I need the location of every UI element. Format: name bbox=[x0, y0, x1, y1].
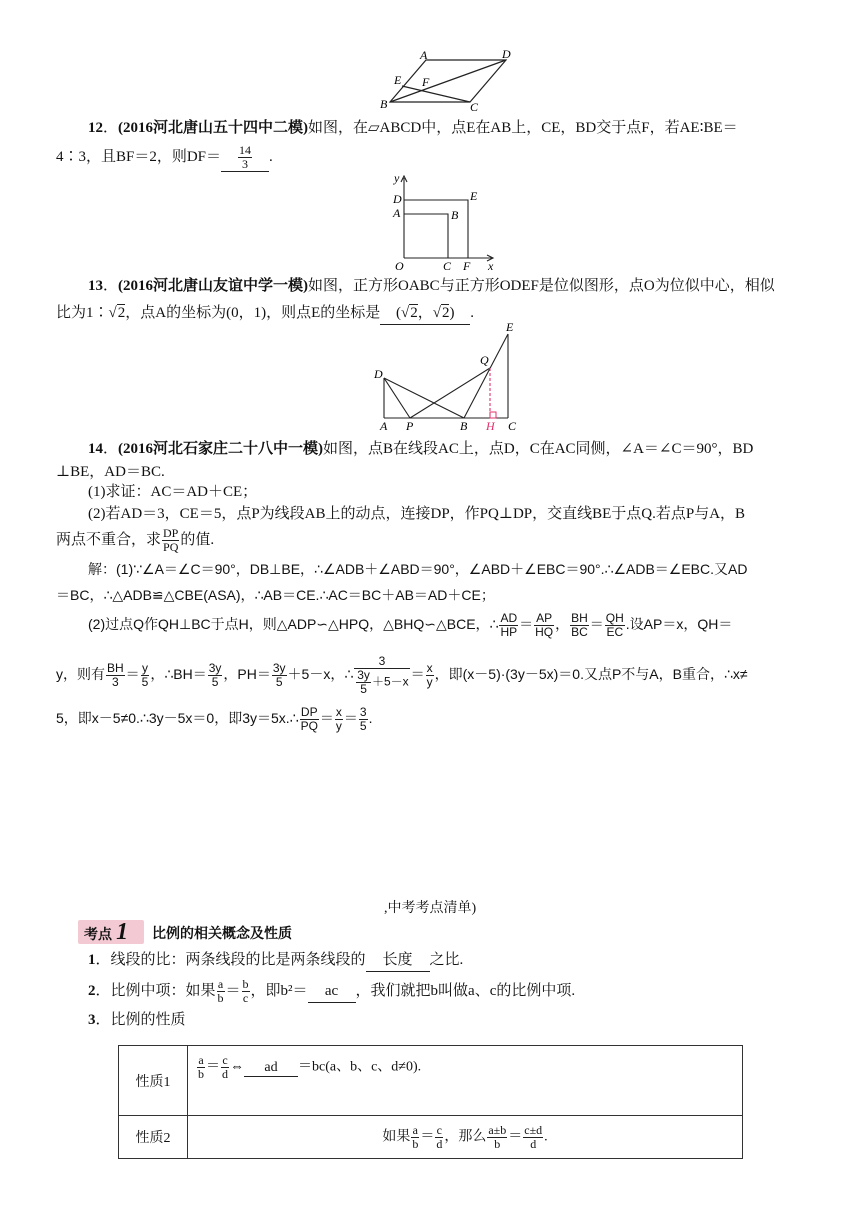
topic-heading: 比例的相关概念及性质 bbox=[152, 925, 292, 941]
q13-text: 如图，正方形OABC与正方形ODEF是位似图形，点O为位似中心，相似 bbox=[308, 278, 775, 294]
q12-line2: 4∶3，且BF＝2，则DF＝ $\frac{14}{3}$ . bbox=[56, 143, 273, 171]
item-2-answer: ac bbox=[308, 980, 356, 1003]
q12-answer-den: 3 bbox=[242, 157, 249, 171]
fig13-label-a: A bbox=[393, 206, 401, 220]
fig13-label-b: B bbox=[451, 208, 459, 222]
row1-content: $\frac{a}{b}$ ＝ $\frac{c}{d}$ ⇔ ad ＝bc(a、b、c、d≠0). bbox=[188, 1046, 743, 1116]
solution-line2: ＝BC，∴△ADB≌△CBE(ASA)，∴AB＝CE.∴AC＝BC＋AB＝AD＋CE； bbox=[56, 587, 495, 603]
q14-text: 如图，点B在线段AC上，点D，C在AC同侧，∠A＝∠C＝90°，BD bbox=[323, 441, 754, 457]
fig14-label-q: Q bbox=[480, 353, 489, 367]
segment-be bbox=[464, 334, 508, 418]
fig12-label-d: D bbox=[502, 47, 511, 61]
right-angle-h bbox=[490, 412, 496, 418]
fig14-label-p: P bbox=[406, 419, 414, 433]
solution-line3: (2)过点Q作QH⊥BC于点H，则△ADP∽△HPQ，△BHQ∽△BCE，∴ $\frac{AD}{HP}$ ＝ $\frac{AP}{HQ}$ ， $\frac{BH}{BC}$ ＝ $\frac{QH}{EC}$ .设AP＝x，QH＝ bbox=[88, 611, 733, 639]
fig13-label-f: F bbox=[463, 259, 471, 273]
fig14-label-a: A bbox=[380, 419, 388, 433]
q12-number: 12 bbox=[88, 120, 103, 136]
topic-badge-label: 考点 1 bbox=[84, 919, 129, 945]
row2-label: 性质2 bbox=[119, 1116, 188, 1159]
q13-source: (2016河北唐山友谊中学一模) bbox=[118, 278, 309, 294]
q12-line1: 12．(2016河北唐山五十四中二模)如图，在▱ABCD中，点E在AB上，CE，BD交于点F，若AE∶BE＝ bbox=[88, 120, 738, 136]
fig13-label-y: y bbox=[394, 171, 400, 185]
section-title: ,中考考点清单) bbox=[384, 901, 477, 916]
table-row bbox=[119, 1046, 743, 1116]
fig14-label-c: C bbox=[508, 419, 517, 433]
fig14-label-b: B bbox=[460, 419, 468, 433]
fig13-label-e: E bbox=[470, 189, 478, 203]
q14-part2b: 两点不重合，求 $\frac{DP}{PQ}$ 的值. bbox=[56, 526, 215, 554]
fig14-label-h: H bbox=[486, 419, 495, 433]
item-1-answer: 长度 bbox=[366, 949, 430, 972]
q13-line2: 比为1∶√2，点A的坐标为(0，1)，则点E的坐标是 (√2，√2) . bbox=[56, 302, 474, 325]
q14-part2: (2)若AD＝3，CE＝5，点P为线段AB上的动点，连接DP，作PQ⊥DP，交直线BE于点Q.若点P与A，B bbox=[88, 506, 746, 522]
q12-answer-num: 14 bbox=[239, 143, 252, 157]
fig13-label-d: D bbox=[393, 192, 402, 206]
fig12-label-e: E bbox=[394, 73, 402, 87]
q12-text: 如图，在▱ABCD中，点E在AB上，CE，BD交于点F，若AE∶BE＝ bbox=[308, 120, 738, 136]
figure-squares bbox=[390, 172, 500, 272]
square-odef bbox=[404, 200, 468, 258]
fig13-label-c: C bbox=[443, 259, 452, 273]
q13-answer: (√2，√2) bbox=[380, 302, 470, 325]
properties-table bbox=[118, 1045, 743, 1159]
fig12-label-c: C bbox=[470, 100, 479, 114]
q14-part1: (1)求证：AC＝AD＋CE； bbox=[88, 484, 258, 500]
fig12-label-b: B bbox=[380, 97, 388, 111]
row1-label: 性质1 bbox=[119, 1046, 188, 1116]
segment-db bbox=[384, 378, 464, 418]
fig12-label-a: A bbox=[420, 48, 428, 62]
fig12-label-f: F bbox=[422, 75, 430, 89]
solution-line4: y，则有 $\frac{BH}{3}$ ＝ $\frac{y}{5}$ ，∴BH＝ $\frac{3y}{5}$ ，PH＝ $\frac{3y}{5}$ ＋5－x，∴ 3 $\frac{3y}{5}$ ＋5－x ＝ $\frac{x}{y}$ ，即(x－5)·(3y－5x)＝0.又点P不与A，B重合，∴x≠ bbox=[56, 654, 748, 696]
item-1: 1．线段的比：两条线段的比是两条线段的 长度 之比. bbox=[88, 949, 463, 972]
q14-source: (2016河北石家庄二十八中一模) bbox=[118, 441, 324, 457]
item-2: 2．比例中项：如果 $\frac{a}{b}$ ＝ $\frac{b}{c}$ ，即b²＝ ac ，我们就把b叫做a、c的比例中项. bbox=[88, 977, 576, 1005]
fig13-label-x: x bbox=[488, 259, 494, 273]
q13-line1: 13．(2016河北唐山友谊中学一模)如图，正方形OABC与正方形ODEF是位似图形，点O为位似中心，相似 bbox=[88, 278, 775, 294]
row2-content: 如果 $\frac{a}{b}$ ＝ $\frac{c}{d}$ ，那么 $\frac{a\pm b}{b}$ ＝ $\frac{c\pm d}{d}$ . bbox=[188, 1116, 743, 1159]
item-3: 3．比例的性质 bbox=[88, 1012, 186, 1028]
q14-line1: 14．(2016河北石家庄二十八中一模)如图，点B在线段AC上，点D，C在AC同侧，∠A＝∠C＝90°，BD bbox=[88, 441, 754, 457]
q13-number: 13 bbox=[88, 278, 103, 294]
fig14-label-d: D bbox=[374, 367, 383, 381]
solution-line1: 解：(1)∵∠A＝∠C＝90°，DB⊥BE，∴∠ADB＋∠ABD＝90°，∠ABD＋∠EBC＝90°.∴∠ADB＝∠EBC.又AD bbox=[88, 561, 748, 577]
q14-number: 14 bbox=[88, 441, 103, 457]
fig13-label-o: O bbox=[395, 259, 404, 273]
square-oabc bbox=[404, 214, 448, 258]
fig14-label-e: E bbox=[506, 320, 514, 334]
q12-text2: 4∶3，且BF＝2，则DF＝ bbox=[56, 148, 222, 165]
row1-answer: ad bbox=[244, 1060, 298, 1077]
table-row bbox=[119, 1116, 743, 1159]
figure-parallelogram bbox=[378, 48, 528, 114]
figure-q14 bbox=[372, 322, 522, 434]
q14-line2: ⊥BE，AD＝BC. bbox=[56, 464, 165, 480]
q12-source: (2016河北唐山五十四中二模) bbox=[118, 120, 309, 136]
solution-line5: 5，即x－5≠0.∴3y－5x＝0，即3y＝5x.∴ $\frac{DP}{PQ}$ ＝ $\frac{x}{y}$ ＝ $\frac{3}{5}$ . bbox=[56, 705, 373, 733]
